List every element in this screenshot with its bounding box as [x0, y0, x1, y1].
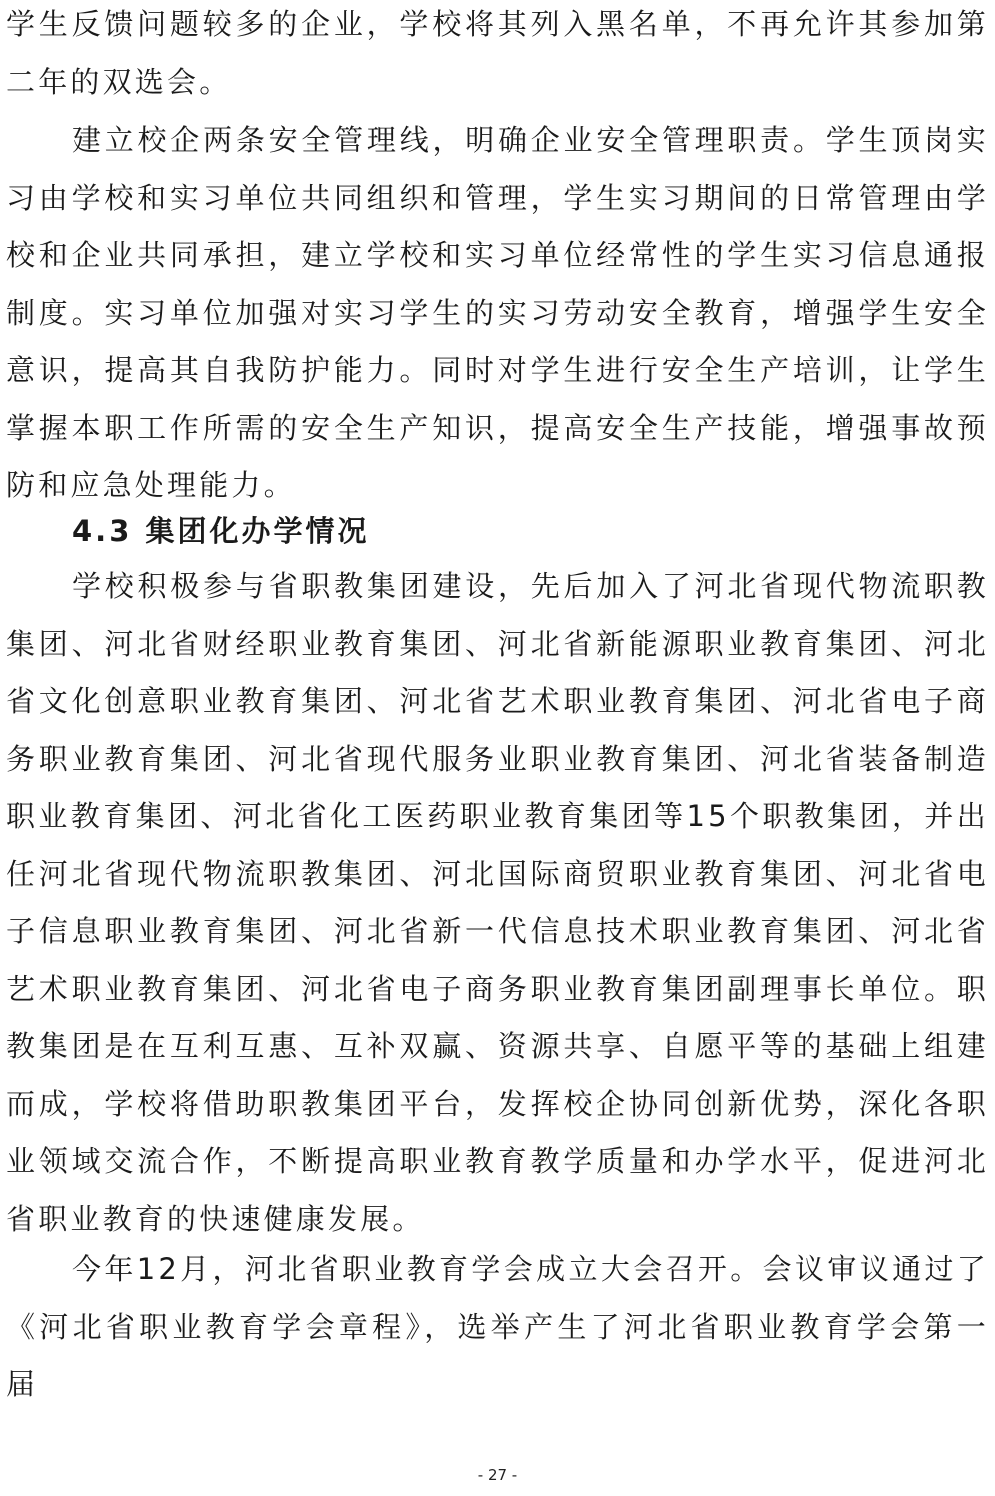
page-number: - 27 -: [477, 1466, 518, 1484]
section-heading: 4.3 集团化办学情况: [72, 514, 370, 548]
paragraph-association-meeting: 今年12月，河北省职业教育学会成立大会召开。会议审议通过了《河北省职业教育学会章程》，选举产生了河北省职业教育学会第一届: [6, 1252, 989, 1401]
paragraph-safety-management: 建立校企两条安全管理线，明确企业安全管理职责。学生顶岗实习由学校和实习单位共同组织和管理，学生实习期间的日常管理由学校和企业共同承担，建立学校和实习单位经常性的学生实习信息通报制度。实习单位加强对实习学生的实习劳动安全教育，增强学生安全意识，提高其自我防护能力。同时对学生进行安全生产培训，让学生掌握本职工作所需的安全生产知识，提高安全生产技能，增强事故预防和应急处理能力。: [6, 123, 989, 502]
paragraph-blacklist: 学生反馈问题较多的企业，学校将其列入黑名单，不再允许其参加第二年的双选会。: [6, 7, 989, 99]
paragraph-vocational-groups: 学校积极参与省职教集团建设，先后加入了河北省现代物流职教集团、河北省财经职业教育集团、河北省新能源职业教育集团、河北省文化创意职业教育集团、河北省艺术职业教育集团、河北省电子商务职业教育集团、河北省现代服务业职业教育集团、河北省装备制造职业教育集团、河北省化工医药职业教育集团等15个职教集团，并出任河北省现代物流职教集团、河北国际商贸职业教育集团、河北省电子信息职业教育集团、河北省新一代信息技术职业教育集团、河北省艺术职业教育集团、河北省电子商务职业教育集团副理事长单位。职教集团是在互利互惠、互补双赢、资源共享、自愿平等的基础上组建而成，学校将借助职教集团平台，发挥校企协同创新优势，深化各职业领域交流合作，不断提高职业教育教学质量和办学水平，促进河北省职业教育的快速健康发展。: [6, 569, 989, 1236]
